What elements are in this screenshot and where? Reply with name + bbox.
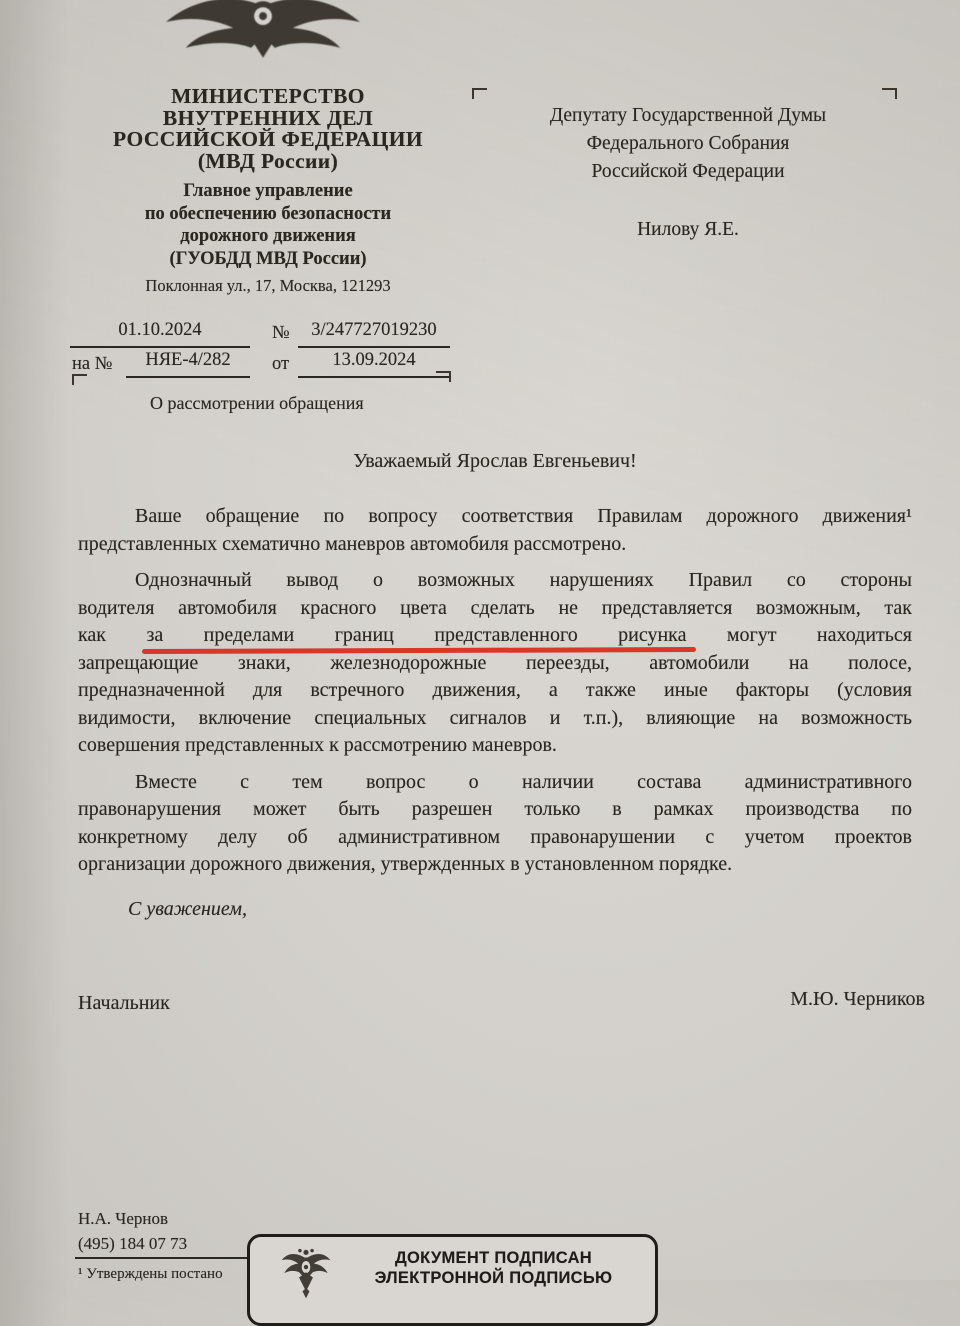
body-line: видимости, включение специальных сигналов и т.п.), влияющие на возможность bbox=[78, 706, 912, 729]
body-text: как bbox=[78, 624, 147, 646]
letterhead-dept-line: по обеспечению безопасности bbox=[144, 203, 392, 224]
letterhead-org-line: ВНУТРЕННИХ ДЕЛ bbox=[162, 105, 374, 130]
letterhead-postal-address: Поклонная ул., 17, Москва, 121293 bbox=[145, 276, 391, 295]
incoming-date: 13.09.2024 bbox=[298, 350, 450, 378]
subject-line: О рассмотрении обращения bbox=[150, 393, 364, 413]
letterhead-dept-line: Главное управление bbox=[183, 181, 353, 201]
corner-mark bbox=[72, 374, 87, 385]
paragraph-2 bbox=[78, 567, 912, 760]
body-line: представленных схематично маневров автомобиля рассмотрено. bbox=[78, 532, 627, 555]
stamp-text bbox=[332, 1248, 655, 1288]
paragraph-3 bbox=[78, 769, 912, 879]
body-line: Ваше обращение по вопросу соответствия Правилам дорожного движения¹ bbox=[135, 505, 912, 527]
signer-position: Начальник bbox=[78, 992, 170, 1014]
addressee-line: Российской Федерации bbox=[591, 161, 785, 182]
letterhead-org-line: (МВД России) bbox=[197, 148, 339, 173]
in-reply-label: на № bbox=[72, 354, 113, 374]
electronic-signature-stamp bbox=[247, 1234, 658, 1326]
letterhead-dept-line: (ГУОБДД МВД России) bbox=[169, 248, 367, 269]
number-sign: № bbox=[272, 323, 290, 343]
addressee-block bbox=[492, 102, 884, 244]
red-underlined-text: за пределами границ представленного рисунка bbox=[146, 624, 687, 646]
letterhead bbox=[64, 86, 472, 296]
addressee-line: Депутату Государственной Думы bbox=[549, 105, 827, 126]
corner-mark bbox=[472, 88, 487, 99]
stamp-text-line: ДОКУМЕНТ ПОДПИСАН bbox=[394, 1249, 593, 1267]
salutation: Уважаемый Ярослав Евгеньевич! bbox=[353, 450, 637, 472]
letterhead-org-line: РОССИЙСКОЙ ФЕДЕРАЦИИ bbox=[113, 127, 423, 151]
body-line: предназначенной для встречного движения, а также иные факторы (условия bbox=[78, 679, 912, 701]
letter-body bbox=[78, 503, 912, 888]
executor-block bbox=[78, 1206, 187, 1256]
body-line: совершения представленных к рассмотрению маневров. bbox=[78, 734, 557, 756]
body-line: организации дорожного движения, утвержденных в установленном порядке. bbox=[78, 853, 733, 875]
reference-block bbox=[70, 320, 452, 380]
signer-name: М.Ю. Черников bbox=[790, 988, 925, 1010]
corner-mark bbox=[882, 88, 897, 99]
executor-phone: (495) 184 07 73 bbox=[78, 1234, 188, 1253]
letterhead-dept-line: дорожного движения bbox=[180, 226, 356, 246]
corner-mark bbox=[436, 371, 451, 382]
from-label: от bbox=[272, 354, 290, 374]
outgoing-number: 3/247727019230 bbox=[298, 320, 450, 348]
body-text: могут находиться bbox=[686, 624, 912, 646]
closing-phrase: С уважением, bbox=[128, 898, 248, 920]
incoming-number: НЯЕ-4/282 bbox=[126, 350, 250, 378]
body-line: Однозначный вывод о возможных нарушениях Правил со стороны bbox=[135, 569, 912, 591]
executor-name: Н.А. Чернов bbox=[78, 1209, 169, 1228]
body-line: Вместе с тем вопрос о наличии состава административного bbox=[135, 770, 912, 793]
paragraph-1 bbox=[78, 503, 912, 558]
addressee-name: Нилову Я.Е. bbox=[637, 219, 739, 240]
body-line-with-red-underline bbox=[78, 622, 912, 650]
mvd-eagle-emblem-icon bbox=[154, 0, 372, 61]
body-line: правонарушения может быть разрешен только в рамках производства по bbox=[78, 798, 912, 820]
stamp-text-line: ЭЛЕКТРОННОЙ ПОДПИСЬЮ bbox=[374, 1269, 613, 1287]
body-line: водителя автомобиля красного цвета сделать не представляется возможным, так bbox=[78, 596, 912, 619]
outgoing-date: 01.10.2024 bbox=[70, 320, 250, 348]
stamp-eagle-emblem-icon bbox=[280, 1243, 332, 1305]
footnote-text: ¹ Утверждены постано bbox=[78, 1266, 223, 1282]
body-line: запрещающие знаки, железнодорожные переезды, автомобили на полосе, bbox=[78, 651, 912, 674]
body-line: конкретному делу об административном правонарушении с учетом проектов bbox=[78, 825, 912, 848]
letterhead-org-line: МИНИСТЕРСТВО bbox=[171, 84, 365, 108]
addressee-line: Федерального Собрания bbox=[586, 133, 790, 154]
